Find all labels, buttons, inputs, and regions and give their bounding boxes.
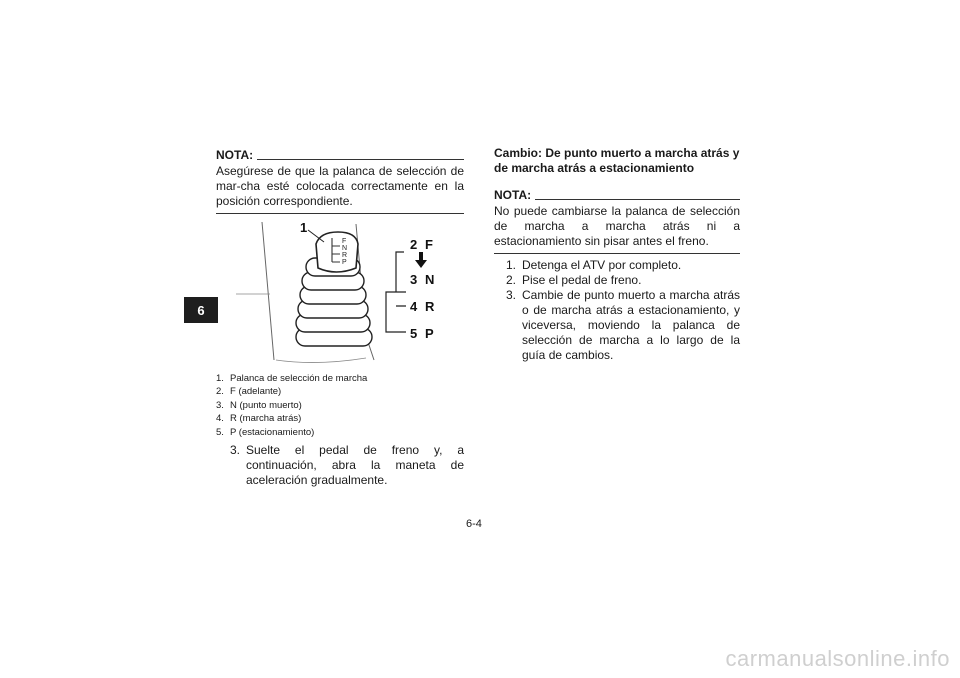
knob-letter-P: P (342, 259, 347, 266)
caption-number: 1. (216, 373, 224, 384)
caption-text: Palanca de selección de marcha (230, 373, 368, 384)
step-text: Detenga el ATV por completo. (522, 258, 682, 272)
left-column (216, 148, 464, 488)
step-number: 2. (505, 273, 516, 287)
knob-letter-R: R (342, 252, 348, 259)
caption-item (216, 412, 464, 425)
nota-text: No puede cambiarse la palanca de selección de marcha a marcha atrás ni a estacionamiento sin pisar antes el freno. (494, 204, 740, 248)
nota-header-left (216, 148, 464, 162)
step-text: Pise el pedal de freno. (522, 273, 642, 287)
step-text: Cambie de punto muerto a marcha atrás o de marcha atrás a estacionamiento, y viceversa, moviendo la palanca de selección de marcha a lo largo de la guía de cambios. (522, 288, 740, 362)
caption-number: 3. (216, 399, 224, 411)
label-N: N (425, 272, 435, 287)
caption-text: F (adelante) (230, 386, 282, 398)
caption-item (216, 372, 464, 385)
list-item (494, 288, 740, 363)
caption-text: R (marcha atrás) (230, 413, 302, 425)
step-text: Suelte el pedal de freno y, a continuación, abra la maneta de aceleración gradualmente. (246, 443, 464, 488)
list-item (494, 273, 740, 288)
label-3: 3 (410, 272, 418, 287)
nota-end-rule (494, 253, 740, 254)
caption-number: 4. (216, 413, 224, 425)
step-number: 3. (229, 443, 240, 458)
nota-end-rule (216, 213, 464, 214)
list-item (494, 258, 740, 273)
nota-text: Asegúrese de que la palanca de selección de mar-cha esté colocada correctamente en la posición correspondiente. (216, 164, 464, 208)
nota-rule (535, 198, 740, 200)
figure-captions (216, 372, 464, 439)
knob-letter-N: N (342, 245, 348, 252)
label-R: R (425, 299, 435, 314)
watermark: carmanualsonline.info (725, 646, 950, 671)
caption-text: P (estacionamiento) (230, 426, 315, 438)
steps-list (494, 258, 740, 363)
nota-label: NOTA: (216, 148, 254, 162)
caption-item (216, 385, 464, 398)
nota-label: NOTA: (494, 188, 532, 202)
right-column (494, 146, 740, 363)
label-2: 2 (410, 237, 418, 252)
label-1: 1 (300, 220, 308, 235)
label-F: F (425, 237, 433, 252)
step-number: 1. (505, 258, 516, 272)
knob-letter-F: F (342, 238, 347, 245)
label-5: 5 (410, 326, 418, 341)
label-4: 4 (410, 299, 418, 314)
section-title: Cambio: De punto muerto a marcha atrás y de marcha atrás a estacionamiento (494, 146, 740, 175)
chapter-tab: 6 (184, 297, 218, 323)
gear-lever-figure (216, 218, 464, 370)
caption-item (216, 426, 464, 439)
step-3-left (216, 443, 464, 488)
nota-header-right (494, 188, 740, 202)
caption-number: 2. (216, 386, 224, 398)
caption-number: 5. (216, 426, 224, 438)
gear-lever-illustration (216, 218, 464, 370)
caption-item (216, 399, 464, 412)
label-P: P (425, 326, 434, 341)
page-number: 6-4 (466, 518, 482, 530)
caption-text: N (punto muerto) (230, 399, 302, 411)
nota-rule (257, 158, 464, 160)
step-number: 3. (505, 288, 516, 302)
